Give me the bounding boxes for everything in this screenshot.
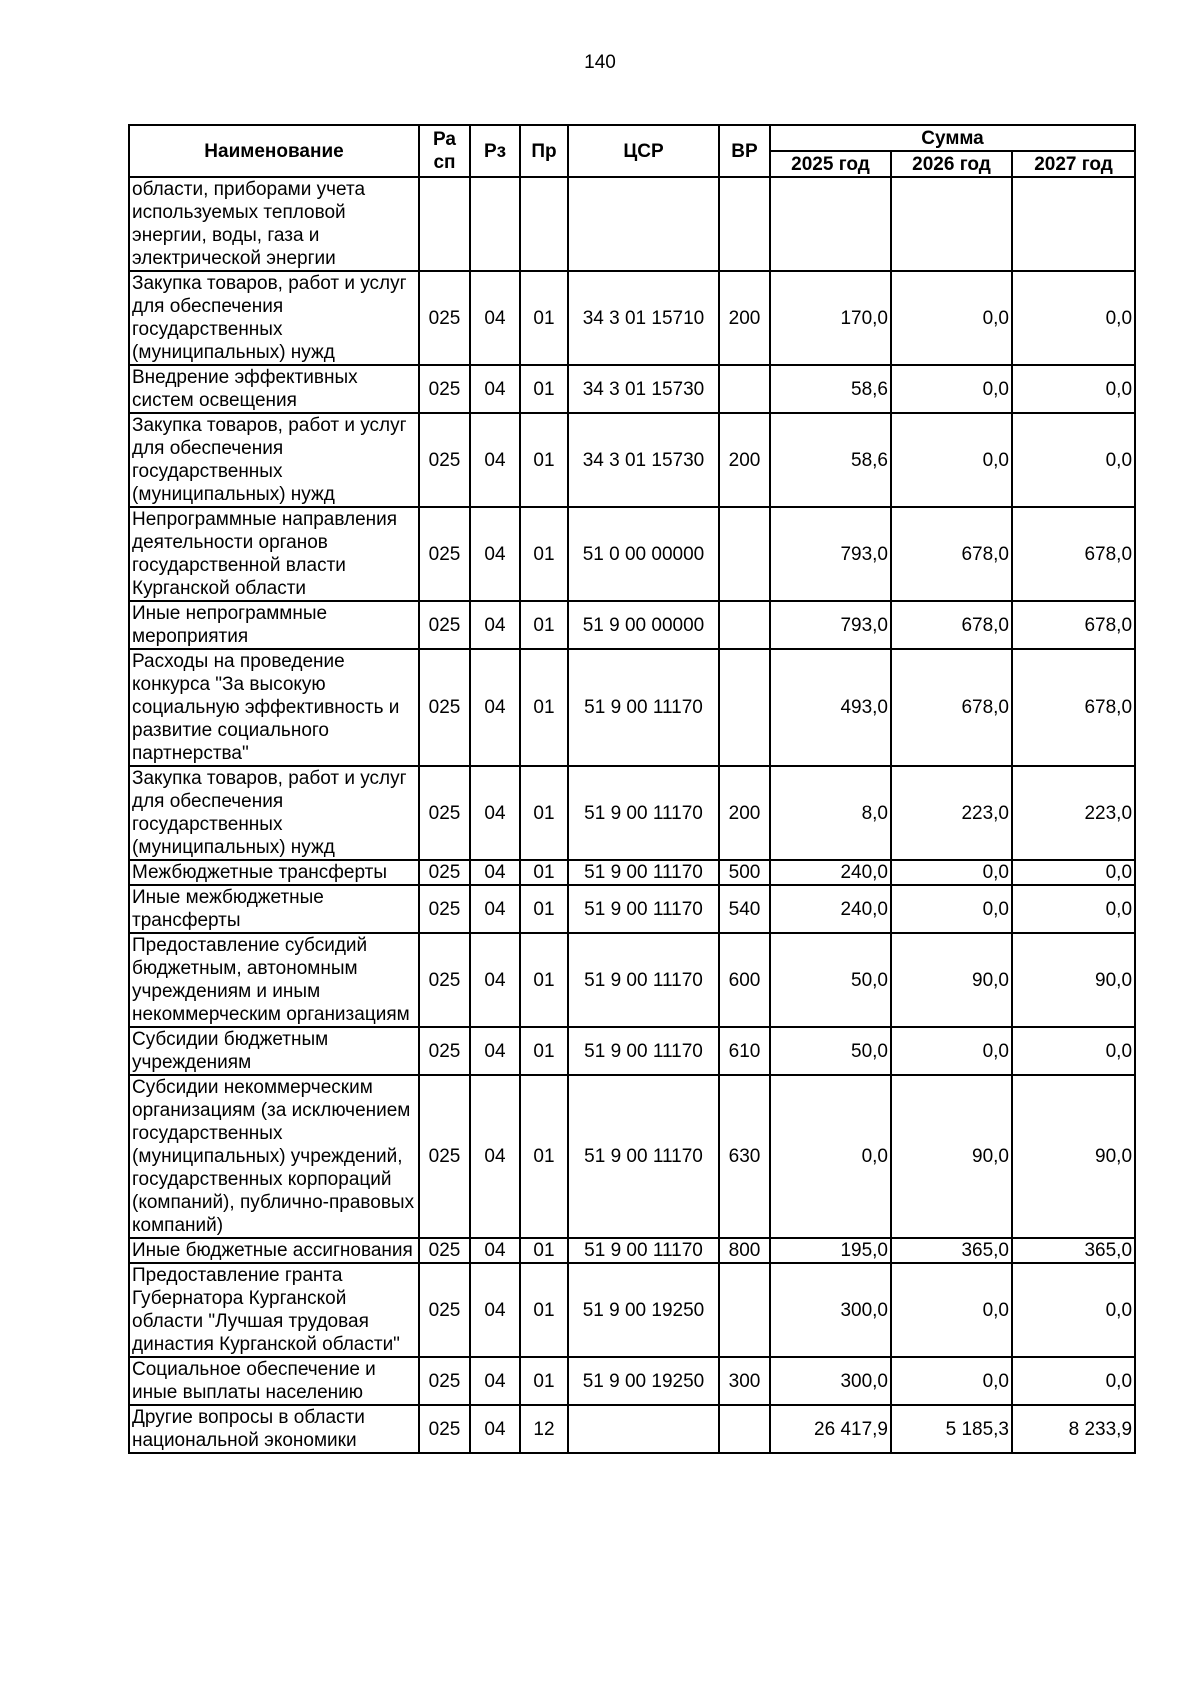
row-vr-cell: 200 [719, 271, 770, 365]
row-sum-2026-cell: 90,0 [891, 1075, 1012, 1238]
row-rz-cell: 04 [470, 1263, 520, 1357]
row-sum-2025-cell [770, 177, 891, 271]
row-name-cell: Внедрение эффективных систем освещения [129, 365, 419, 413]
row-name-cell: Расходы на проведение конкурса "За высокую социальную эффективность и развитие социального партнерства" [129, 649, 419, 766]
header-vr: ВР [719, 125, 770, 177]
row-pr-cell: 12 [520, 1405, 568, 1453]
row-csr-cell [568, 1405, 719, 1453]
row-sum-2026-cell: 365,0 [891, 1238, 1012, 1263]
row-name-cell: Субсидии бюджетным учреждениям [129, 1027, 419, 1075]
row-sum-2025-cell: 300,0 [770, 1357, 891, 1405]
row-name-cell: Предоставление субсидий бюджетным, автономным учреждениям и иным некоммерческим организациям [129, 933, 419, 1027]
row-sum-2025-cell: 50,0 [770, 1027, 891, 1075]
row-rz-cell: 04 [470, 271, 520, 365]
table-row [129, 1263, 1135, 1357]
row-vr-cell: 610 [719, 1027, 770, 1075]
row-rasp-cell: 025 [419, 1263, 470, 1357]
header-name: Наименование [129, 125, 419, 177]
row-rz-cell: 04 [470, 365, 520, 413]
row-sum-2026-cell: 0,0 [891, 1357, 1012, 1405]
row-rz-cell: 04 [470, 860, 520, 885]
row-rasp-cell: 025 [419, 933, 470, 1027]
header-2027: 2027 год [1012, 151, 1135, 177]
row-rz-cell: 04 [470, 933, 520, 1027]
row-rz-cell: 04 [470, 1075, 520, 1238]
row-sum-2027-cell: 0,0 [1012, 885, 1135, 933]
row-sum-2026-cell: 678,0 [891, 601, 1012, 649]
row-vr-cell: 200 [719, 413, 770, 507]
row-rz-cell: 04 [470, 649, 520, 766]
row-pr-cell: 01 [520, 507, 568, 601]
row-sum-2027-cell: 0,0 [1012, 413, 1135, 507]
row-pr-cell: 01 [520, 885, 568, 933]
row-sum-2026-cell: 0,0 [891, 413, 1012, 507]
table-row [129, 507, 1135, 601]
row-name-cell: Иные межбюджетные трансферты [129, 885, 419, 933]
row-rasp-cell: 025 [419, 271, 470, 365]
row-sum-2025-cell: 8,0 [770, 766, 891, 860]
row-csr-cell: 51 0 00 00000 [568, 507, 719, 601]
table-row [129, 365, 1135, 413]
row-vr-cell: 500 [719, 860, 770, 885]
table-row [129, 766, 1135, 860]
row-vr-cell [719, 365, 770, 413]
row-sum-2025-cell: 793,0 [770, 601, 891, 649]
row-csr-cell: 51 9 00 11170 [568, 766, 719, 860]
row-pr-cell: 01 [520, 1075, 568, 1238]
row-vr-cell [719, 601, 770, 649]
row-sum-2026-cell: 0,0 [891, 365, 1012, 413]
row-sum-2027-cell: 90,0 [1012, 1075, 1135, 1238]
row-csr-cell: 34 3 01 15710 [568, 271, 719, 365]
header-sum: Сумма [770, 125, 1135, 151]
row-sum-2026-cell: 678,0 [891, 649, 1012, 766]
row-sum-2027-cell: 0,0 [1012, 271, 1135, 365]
row-rz-cell: 04 [470, 1238, 520, 1263]
row-rz-cell: 04 [470, 1357, 520, 1405]
row-rz-cell [470, 177, 520, 271]
row-csr-cell: 51 9 00 11170 [568, 1075, 719, 1238]
row-vr-cell [719, 177, 770, 271]
row-rasp-cell: 025 [419, 885, 470, 933]
row-sum-2025-cell: 170,0 [770, 271, 891, 365]
row-sum-2025-cell: 0,0 [770, 1075, 891, 1238]
row-csr-cell: 51 9 00 00000 [568, 601, 719, 649]
row-sum-2026-cell: 0,0 [891, 1027, 1012, 1075]
row-vr-cell: 300 [719, 1357, 770, 1405]
table-row [129, 1357, 1135, 1405]
row-name-cell: Закупка товаров, работ и услуг для обеспечения государственных (муниципальных) нужд [129, 271, 419, 365]
row-sum-2026-cell: 90,0 [891, 933, 1012, 1027]
row-rasp-cell: 025 [419, 860, 470, 885]
table-row [129, 1405, 1135, 1453]
row-rasp-cell: 025 [419, 1027, 470, 1075]
row-rasp-cell: 025 [419, 1357, 470, 1405]
table-row [129, 271, 1135, 365]
row-sum-2025-cell: 240,0 [770, 860, 891, 885]
row-sum-2027-cell: 0,0 [1012, 365, 1135, 413]
row-pr-cell [520, 177, 568, 271]
row-name-cell: Иные бюджетные ассигнования [129, 1238, 419, 1263]
row-csr-cell: 51 9 00 19250 [568, 1357, 719, 1405]
header-rz: Рз [470, 125, 520, 177]
row-pr-cell: 01 [520, 365, 568, 413]
table-row [129, 413, 1135, 507]
row-sum-2025-cell: 58,6 [770, 413, 891, 507]
row-sum-2027-cell: 0,0 [1012, 860, 1135, 885]
row-pr-cell: 01 [520, 413, 568, 507]
header-pr: Пр [520, 125, 568, 177]
table-header [129, 125, 1135, 177]
row-name-cell: Непрограммные направления деятельности органов государственной власти Курганской области [129, 507, 419, 601]
table-row [129, 177, 1135, 271]
table-row [129, 1075, 1135, 1238]
row-pr-cell: 01 [520, 1263, 568, 1357]
row-name-cell: Иные непрограммные мероприятия [129, 601, 419, 649]
table-row [129, 1238, 1135, 1263]
table-row [129, 885, 1135, 933]
row-name-cell: Другие вопросы в области национальной экономики [129, 1405, 419, 1453]
row-name-cell: Закупка товаров, работ и услуг для обеспечения государственных (муниципальных) нужд [129, 766, 419, 860]
row-name-cell: Субсидии некоммерческим организациям (за исключением государственных (муниципальных) учреждений, государственных корпораций (компаний), публично-правовых компаний) [129, 1075, 419, 1238]
row-rasp-cell: 025 [419, 1238, 470, 1263]
row-csr-cell: 51 9 00 11170 [568, 860, 719, 885]
row-name-cell: Социальное обеспечение и иные выплаты населению [129, 1357, 419, 1405]
row-rz-cell: 04 [470, 601, 520, 649]
row-pr-cell: 01 [520, 271, 568, 365]
row-csr-cell: 34 3 01 15730 [568, 365, 719, 413]
row-vr-cell [719, 1405, 770, 1453]
row-csr-cell: 51 9 00 19250 [568, 1263, 719, 1357]
row-name-cell: области, приборами учета используемых тепловой энергии, воды, газа и электрической энергии [129, 177, 419, 271]
row-rz-cell: 04 [470, 413, 520, 507]
row-name-cell: Предоставление гранта Губернатора Курганской области "Лучшая трудовая династия Курганской области" [129, 1263, 419, 1357]
row-pr-cell: 01 [520, 860, 568, 885]
row-vr-cell: 800 [719, 1238, 770, 1263]
row-pr-cell: 01 [520, 601, 568, 649]
row-csr-cell: 51 9 00 11170 [568, 933, 719, 1027]
row-rz-cell: 04 [470, 1027, 520, 1075]
row-sum-2026-cell: 0,0 [891, 885, 1012, 933]
row-sum-2027-cell: 8 233,9 [1012, 1405, 1135, 1453]
row-sum-2025-cell: 793,0 [770, 507, 891, 601]
table-row [129, 860, 1135, 885]
table-row [129, 601, 1135, 649]
row-sum-2027-cell: 678,0 [1012, 649, 1135, 766]
header-csr: ЦСР [568, 125, 719, 177]
row-sum-2027-cell [1012, 177, 1135, 271]
row-vr-cell [719, 507, 770, 601]
row-rasp-cell: 025 [419, 649, 470, 766]
row-sum-2026-cell: 223,0 [891, 766, 1012, 860]
row-rasp-cell: 025 [419, 766, 470, 860]
row-rasp-cell: 025 [419, 507, 470, 601]
row-sum-2027-cell: 678,0 [1012, 601, 1135, 649]
row-sum-2027-cell: 90,0 [1012, 933, 1135, 1027]
row-pr-cell: 01 [520, 1027, 568, 1075]
row-rz-cell: 04 [470, 766, 520, 860]
row-pr-cell: 01 [520, 933, 568, 1027]
row-sum-2025-cell: 58,6 [770, 365, 891, 413]
page-number: 140 [584, 52, 616, 73]
row-pr-cell: 01 [520, 1238, 568, 1263]
row-sum-2025-cell: 50,0 [770, 933, 891, 1027]
row-csr-cell: 51 9 00 11170 [568, 1238, 719, 1263]
table-body [129, 177, 1135, 1453]
row-sum-2026-cell: 0,0 [891, 271, 1012, 365]
row-sum-2026-cell [891, 177, 1012, 271]
row-sum-2025-cell: 195,0 [770, 1238, 891, 1263]
row-vr-cell [719, 649, 770, 766]
row-sum-2027-cell: 365,0 [1012, 1238, 1135, 1263]
header-2026: 2026 год [891, 151, 1012, 177]
row-sum-2027-cell: 0,0 [1012, 1357, 1135, 1405]
row-sum-2025-cell: 300,0 [770, 1263, 891, 1357]
row-csr-cell: 51 9 00 11170 [568, 649, 719, 766]
row-name-cell: Межбюджетные трансферты [129, 860, 419, 885]
row-vr-cell: 630 [719, 1075, 770, 1238]
row-csr-cell: 34 3 01 15730 [568, 413, 719, 507]
row-sum-2027-cell: 0,0 [1012, 1027, 1135, 1075]
row-vr-cell: 540 [719, 885, 770, 933]
row-sum-2025-cell: 240,0 [770, 885, 891, 933]
row-sum-2026-cell: 0,0 [891, 1263, 1012, 1357]
row-pr-cell: 01 [520, 649, 568, 766]
row-sum-2027-cell: 223,0 [1012, 766, 1135, 860]
header-rasp: Ра сп [419, 125, 470, 177]
row-rasp-cell: 025 [419, 365, 470, 413]
row-sum-2027-cell: 0,0 [1012, 1263, 1135, 1357]
row-csr-cell: 51 9 00 11170 [568, 1027, 719, 1075]
row-rasp-cell: 025 [419, 1405, 470, 1453]
row-sum-2026-cell: 0,0 [891, 860, 1012, 885]
row-rasp-cell: 025 [419, 1075, 470, 1238]
row-vr-cell: 600 [719, 933, 770, 1027]
row-vr-cell [719, 1263, 770, 1357]
row-sum-2025-cell: 26 417,9 [770, 1405, 891, 1453]
row-csr-cell: 51 9 00 11170 [568, 885, 719, 933]
row-sum-2026-cell: 5 185,3 [891, 1405, 1012, 1453]
row-name-cell: Закупка товаров, работ и услуг для обеспечения государственных (муниципальных) нужд [129, 413, 419, 507]
row-sum-2027-cell: 678,0 [1012, 507, 1135, 601]
row-rz-cell: 04 [470, 1405, 520, 1453]
row-rasp-cell: 025 [419, 601, 470, 649]
row-vr-cell: 200 [719, 766, 770, 860]
row-rasp-cell: 025 [419, 413, 470, 507]
row-pr-cell: 01 [520, 1357, 568, 1405]
row-csr-cell [568, 177, 719, 271]
table-row [129, 933, 1135, 1027]
row-sum-2025-cell: 493,0 [770, 649, 891, 766]
row-rasp-cell [419, 177, 470, 271]
row-rz-cell: 04 [470, 507, 520, 601]
header-2025: 2025 год [770, 151, 891, 177]
row-pr-cell: 01 [520, 766, 568, 860]
budget-table [128, 124, 1136, 1454]
row-sum-2026-cell: 678,0 [891, 507, 1012, 601]
table-row [129, 649, 1135, 766]
row-rz-cell: 04 [470, 885, 520, 933]
table-row [129, 1027, 1135, 1075]
